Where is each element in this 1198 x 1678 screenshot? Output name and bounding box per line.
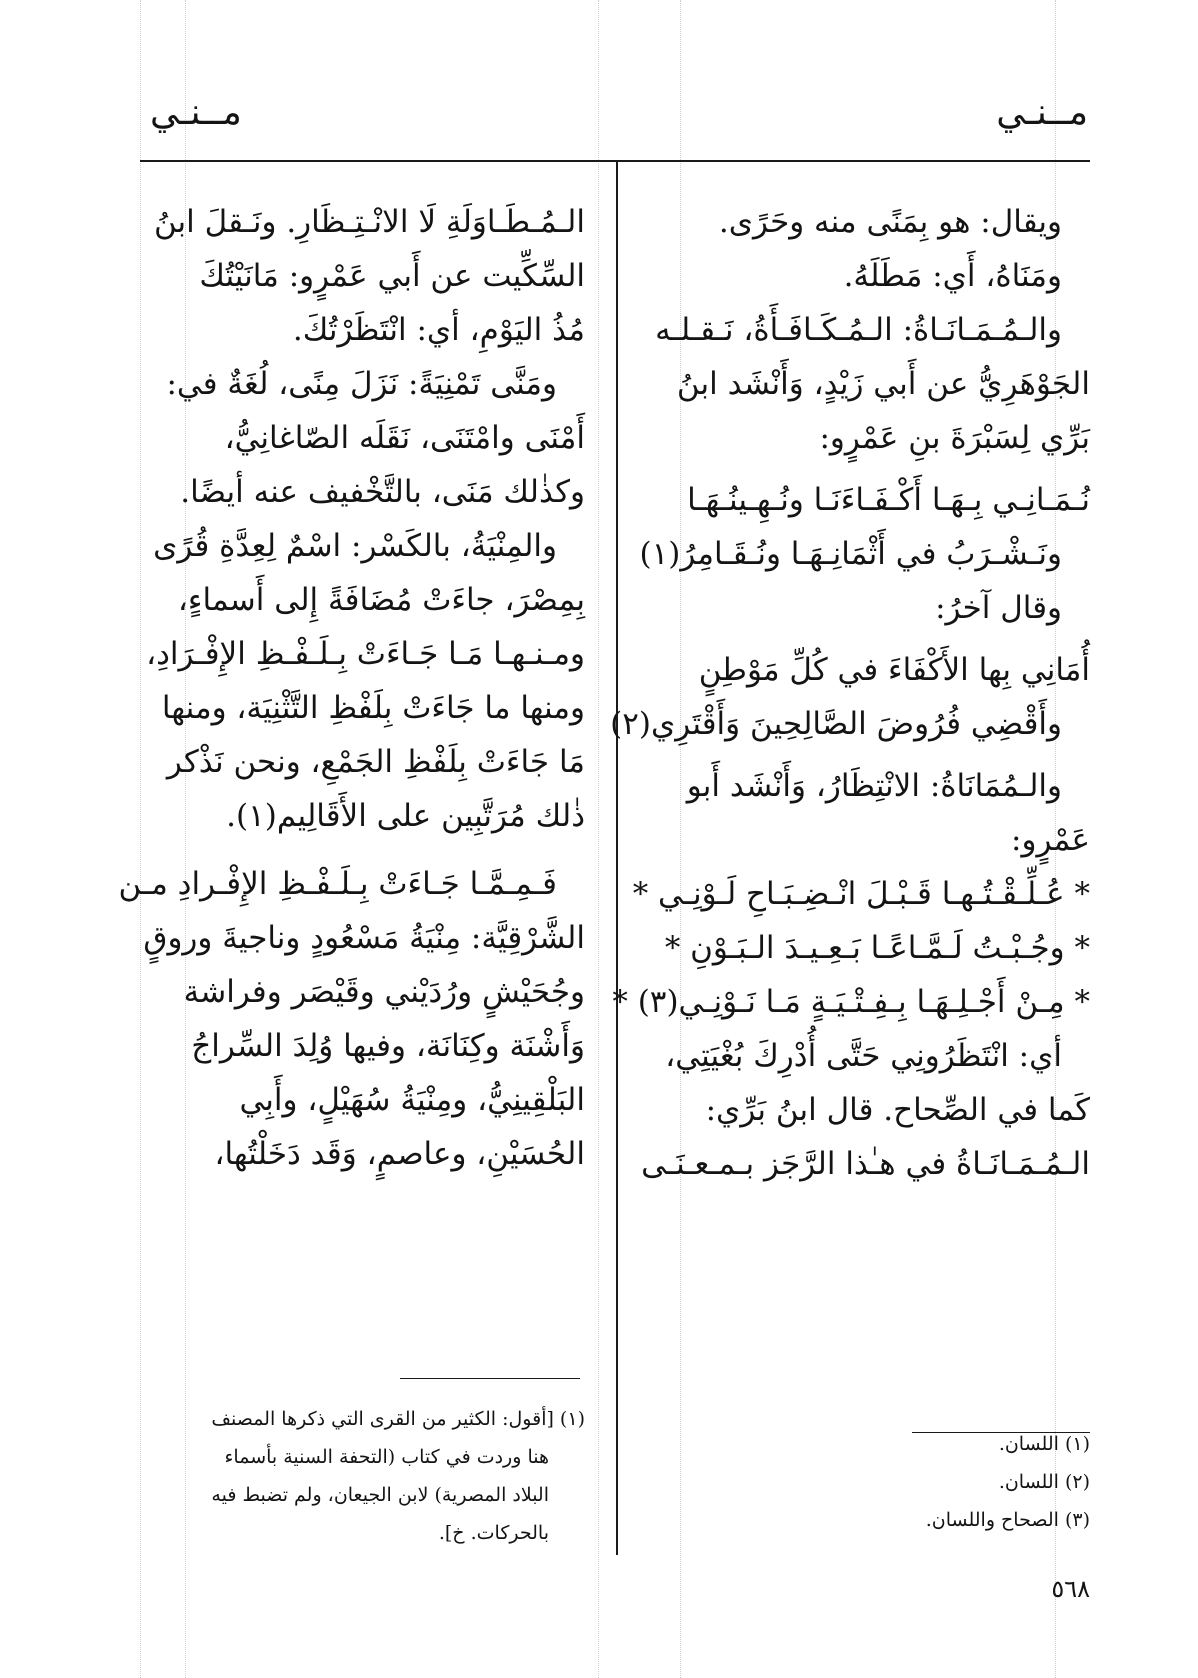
text-line: بَرِّي لِسَبْرَةَ بنِ عَمْرٍو: [819,420,1090,456]
text-line: بِمِصْرَ، جاءَتْ مُضَافَةً إِلى أَسماءٍ، [177,582,585,618]
footnote: (١) [أقول: الكثير من القرى التي ذكرها المصنف [211,1408,585,1430]
left-column [118,195,585,1181]
verse-line: وأَقْضِي فُرُوضَ الصَّالِحِينَ وَأَقْتَرِي(٢) [610,706,1062,742]
page-number: ٥٦٨ [1051,1575,1090,1603]
text-line: البَلْقِينِيُّ، ومِنْيَةُ سُهَيْلٍ، وأَبِي [239,1082,585,1118]
margin-guide [598,0,599,1678]
footnotes-left [145,1400,585,1552]
footnote: هنا وردت في كتاب (التحفة السنية بأسماء [224,1446,549,1468]
text-line: فَـمِـمَّـا جَـاءَتْ بِـلَـفْـظِ الإِفْـرادِ مـن [118,866,557,902]
verse-line: * مِـنْ أَجْـلِـهَـا بِـفِـتْـيَـةٍ مَـا نَـوْنِـي(٣) * [612,984,1090,1020]
footnote-rule [400,1378,580,1379]
text-line: الـمُـطَـاوَلَةِ لَا الانْـتِـظَارِ. ونَـقلَ ابنُ [153,204,585,240]
text-line: والـمُـمَـانَـاةُ: الـمُـكَـافَـأَةُ، نَـقـلـه [655,312,1062,348]
margin-guide [140,0,141,1678]
text-line: الـمُـمَـانَـاةُ في هـٰذا الرَّجَز بـمـعـنَـى [641,1146,1090,1182]
text-line: ذٰلك مُرَتَّبِين على الأَقَالِيم(١). [226,798,585,834]
running-head-right: مــنـي [996,92,1088,133]
text-line: ومـنـهـا مَـا جَـاءَتْ بِـلَـفْـظِ الإِفْـرَادِ، [146,636,585,672]
column-separator [616,160,618,1555]
text-line: أَمْنَى وامْتَنَى، نَقَلَه الصّاغانِيُّ، [224,420,585,456]
running-head-left: مــنـي [150,92,242,133]
text-line: مَا جَاءَتْ بِلَفْظِ الجَمْعِ، ونحن نَذْكر [166,744,585,780]
verse-line: أُمَانِي بِها الأَكْفَاءَ في كُلِّ مَوْطِنٍ [698,652,1090,688]
text-line: ومَنَّى تَمْنِيَةً: نَزَلَ مِنًى، لُغَةٌ في: [166,366,557,402]
footnotes-right [780,1425,1090,1539]
text-line: الشَّرْقِيَّة: مِنْيَةُ مَسْعُودٍ وناجيةَ وروقٍ [143,920,585,956]
footnote: بالحركات. خ]. [438,1522,549,1544]
footnote: البلاد المصرية) لابن الجيعان، ولم تضبط فيه [211,1484,549,1506]
verse-line: ونَـشْـرَبُ في أَثْمَانِـهَـا ونُـقَـامِرُ(١) [639,536,1062,572]
text-line: ومَنَاهُ، أَي: مَطَلَهُ. [843,258,1062,294]
text-line: ومنها ما جَاءَتْ بِلَفْظِ التَّثْنِيَة، ومنها [161,690,585,726]
right-column [610,195,1090,1191]
text-line: مُذُ اليَوْمِ، أي: انْتَظَرْتُكَ. [292,312,585,348]
text-line: وَأَشْنَة وكِنَانَة، وفيها وُلِدَ السِّراجُ [191,1028,585,1064]
verse-line: * عُـلِّـقْـتُـهـا قَـبْـلَ انْـضِـبَـاحِ لَـوْنِـي * [632,876,1090,912]
text-line: وقال آخرُ: [935,590,1062,626]
text-line: عَمْرٍو: [1011,822,1090,858]
verse-line: * وجُـبْـتُ لَـمَّـاعًـا بَـعِـيـدَ الـبَـوْنِ * [664,930,1090,966]
text-line: وكذٰلك مَنَى، بالتَّخْفيف عنه أيضًا. [180,474,585,510]
header-rule [140,160,1090,162]
text-line: الجَوْهَرِيُّ عن أَبي زَيْدٍ، وَأَنْشَد ابنُ [676,366,1090,402]
text-line: كَما في الصِّحاح. قال ابنُ بَرِّي: [705,1092,1090,1128]
footnote: (٣) الصحاح واللسان. [925,1509,1090,1531]
verse-line: نُـمَـانِـي بِـهَـا أَكْـفَـاءَنَـا ونُـهِـينُـهَـا [687,482,1090,518]
footnote: (١) اللسان. [998,1433,1090,1455]
text-line: والمِنْيَةُ، بالكَسْر: اسْمٌ لِعِدَّةِ قُرًى [153,528,557,564]
text-line: أي: انْتَظَرُونِي حَتَّى أُدْرِكَ بُغْيَتِي، [665,1038,1062,1074]
footnote: (٢) اللسان. [998,1471,1090,1493]
text-line: والـمُمَانَاةُ: الانْتِظَارُ، وَأَنْشَد أَبو [686,768,1062,804]
text-line: الحُسَيْنِ، وعاصمٍ، وَقَد دَخَلْتُها، [214,1136,585,1172]
text-line: السِّكِّيت عن أَبي عَمْرٍو: مَانَيْتُكَ [199,258,585,294]
text-line: وجُحَيْشٍ ورُدَيْني وقَيْصَر وفراشة [183,974,585,1010]
text-line: ويقال: هو بِمَنًى منه وحَرًى. [718,204,1062,240]
